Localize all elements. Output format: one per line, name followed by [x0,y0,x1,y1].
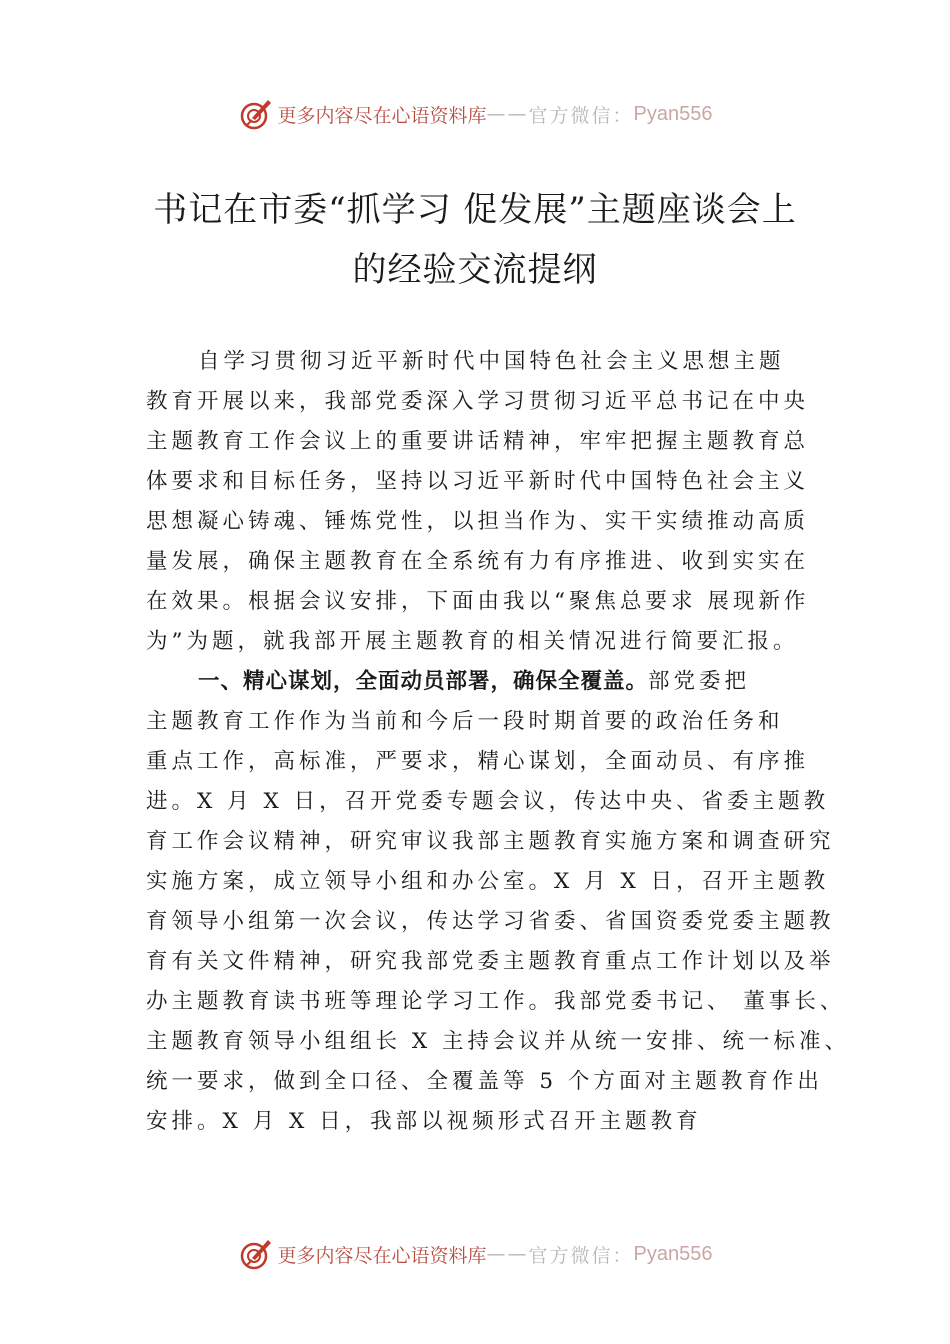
text-line: 主题教育工作作为当前和今后一段时期首要的政治任务和 [146,709,784,734]
text-line: 在效果。根据会议安排，下面由我以“聚焦总要求 展现新作 [146,589,810,614]
section-1-first-line [146,662,836,702]
text-line: 自学习贯彻习近平新时代中国特色社会主义思想主题 [198,349,785,374]
banner-wechat-label: 官方微信： [528,104,634,127]
text-line: 实施方案，成立领导小组和办公室。X 月 X 日，召开主题教 [146,869,830,894]
document-title [100,180,850,300]
text-line: 思想凝心铸魂、锤炼党性，以担当作为、实干实绩推动高质 [146,509,810,534]
title-line-1: 书记在市委“抓学习 促发展”主题座谈会上 [153,190,797,230]
document-body [146,342,850,1142]
text-line: 主题教育领导小组组长 X 主持会议并从统一安排、统一标准、 [146,1029,850,1054]
banner-wechat-label: 官方微信： [528,1244,634,1267]
text-line: 量发展，确保主题教育在全系统有力有序推进、收到实实在 [146,549,810,574]
text-line: 育工作会议精神，研究审议我部主题教育实施方案和调查研究 [146,829,835,854]
text-line: 进。X 月 X 日，召开党委专题会议，传达中央、省委主题教 [146,789,830,814]
quill-logo-icon [238,96,274,132]
banner-main-text: 更多内容尽在心语资料库 [277,104,487,127]
section-1-heading: 一、精心谋划，全面动员部署，确保全覆盖。 [198,669,649,694]
title-line-2: 的经验交流提纲 [352,250,598,290]
banner-dash: —— [486,1243,529,1265]
text-line: 安排。X 月 X 日，我部以视频形式召开主题教育 [146,1109,702,1134]
text-line: 主题教育工作会议上的重要讲话精神，牢牢把握主题教育总 [146,429,810,454]
banner-main-text: 更多内容尽在心语资料库 [277,1244,487,1267]
footer-banner [0,1232,950,1276]
header-banner [0,92,950,136]
text-line: 统一要求，做到全口径、全覆盖等 5 个方面对主题教育作出 [146,1069,823,1094]
text-line: 为”为题，就我部开展主题教育的相关情况进行简要汇报。 [146,629,799,654]
text-line: 办主题教育读书班等理论学习工作。我部党委书记、 董事长、 [146,989,846,1014]
quill-logo-icon [238,1236,274,1272]
text-line: 育领导小组第一次会议，传达学习省委、省国资委党委主题教 [146,909,835,934]
paragraph-intro [146,342,836,662]
section-1-first-line-rest: 部党委把 [648,669,751,694]
text-line: 重点工作，高标准，严要求，精心谋划，全面动员、有序推 [146,749,810,774]
text-line: 教育开展以来，我部党委深入学习贯彻习近平总书记在中央 [146,389,810,414]
banner-account: Pyan556 [633,102,713,125]
text-line: 育有关文件精神，研究我部党委主题教育重点工作计划以及举 [146,949,835,974]
section-1 [146,662,850,1142]
banner-dash: —— [486,103,529,125]
banner-account: Pyan556 [633,1242,713,1265]
text-line: 体要求和目标任务，坚持以习近平新时代中国特色社会主义 [146,469,810,494]
